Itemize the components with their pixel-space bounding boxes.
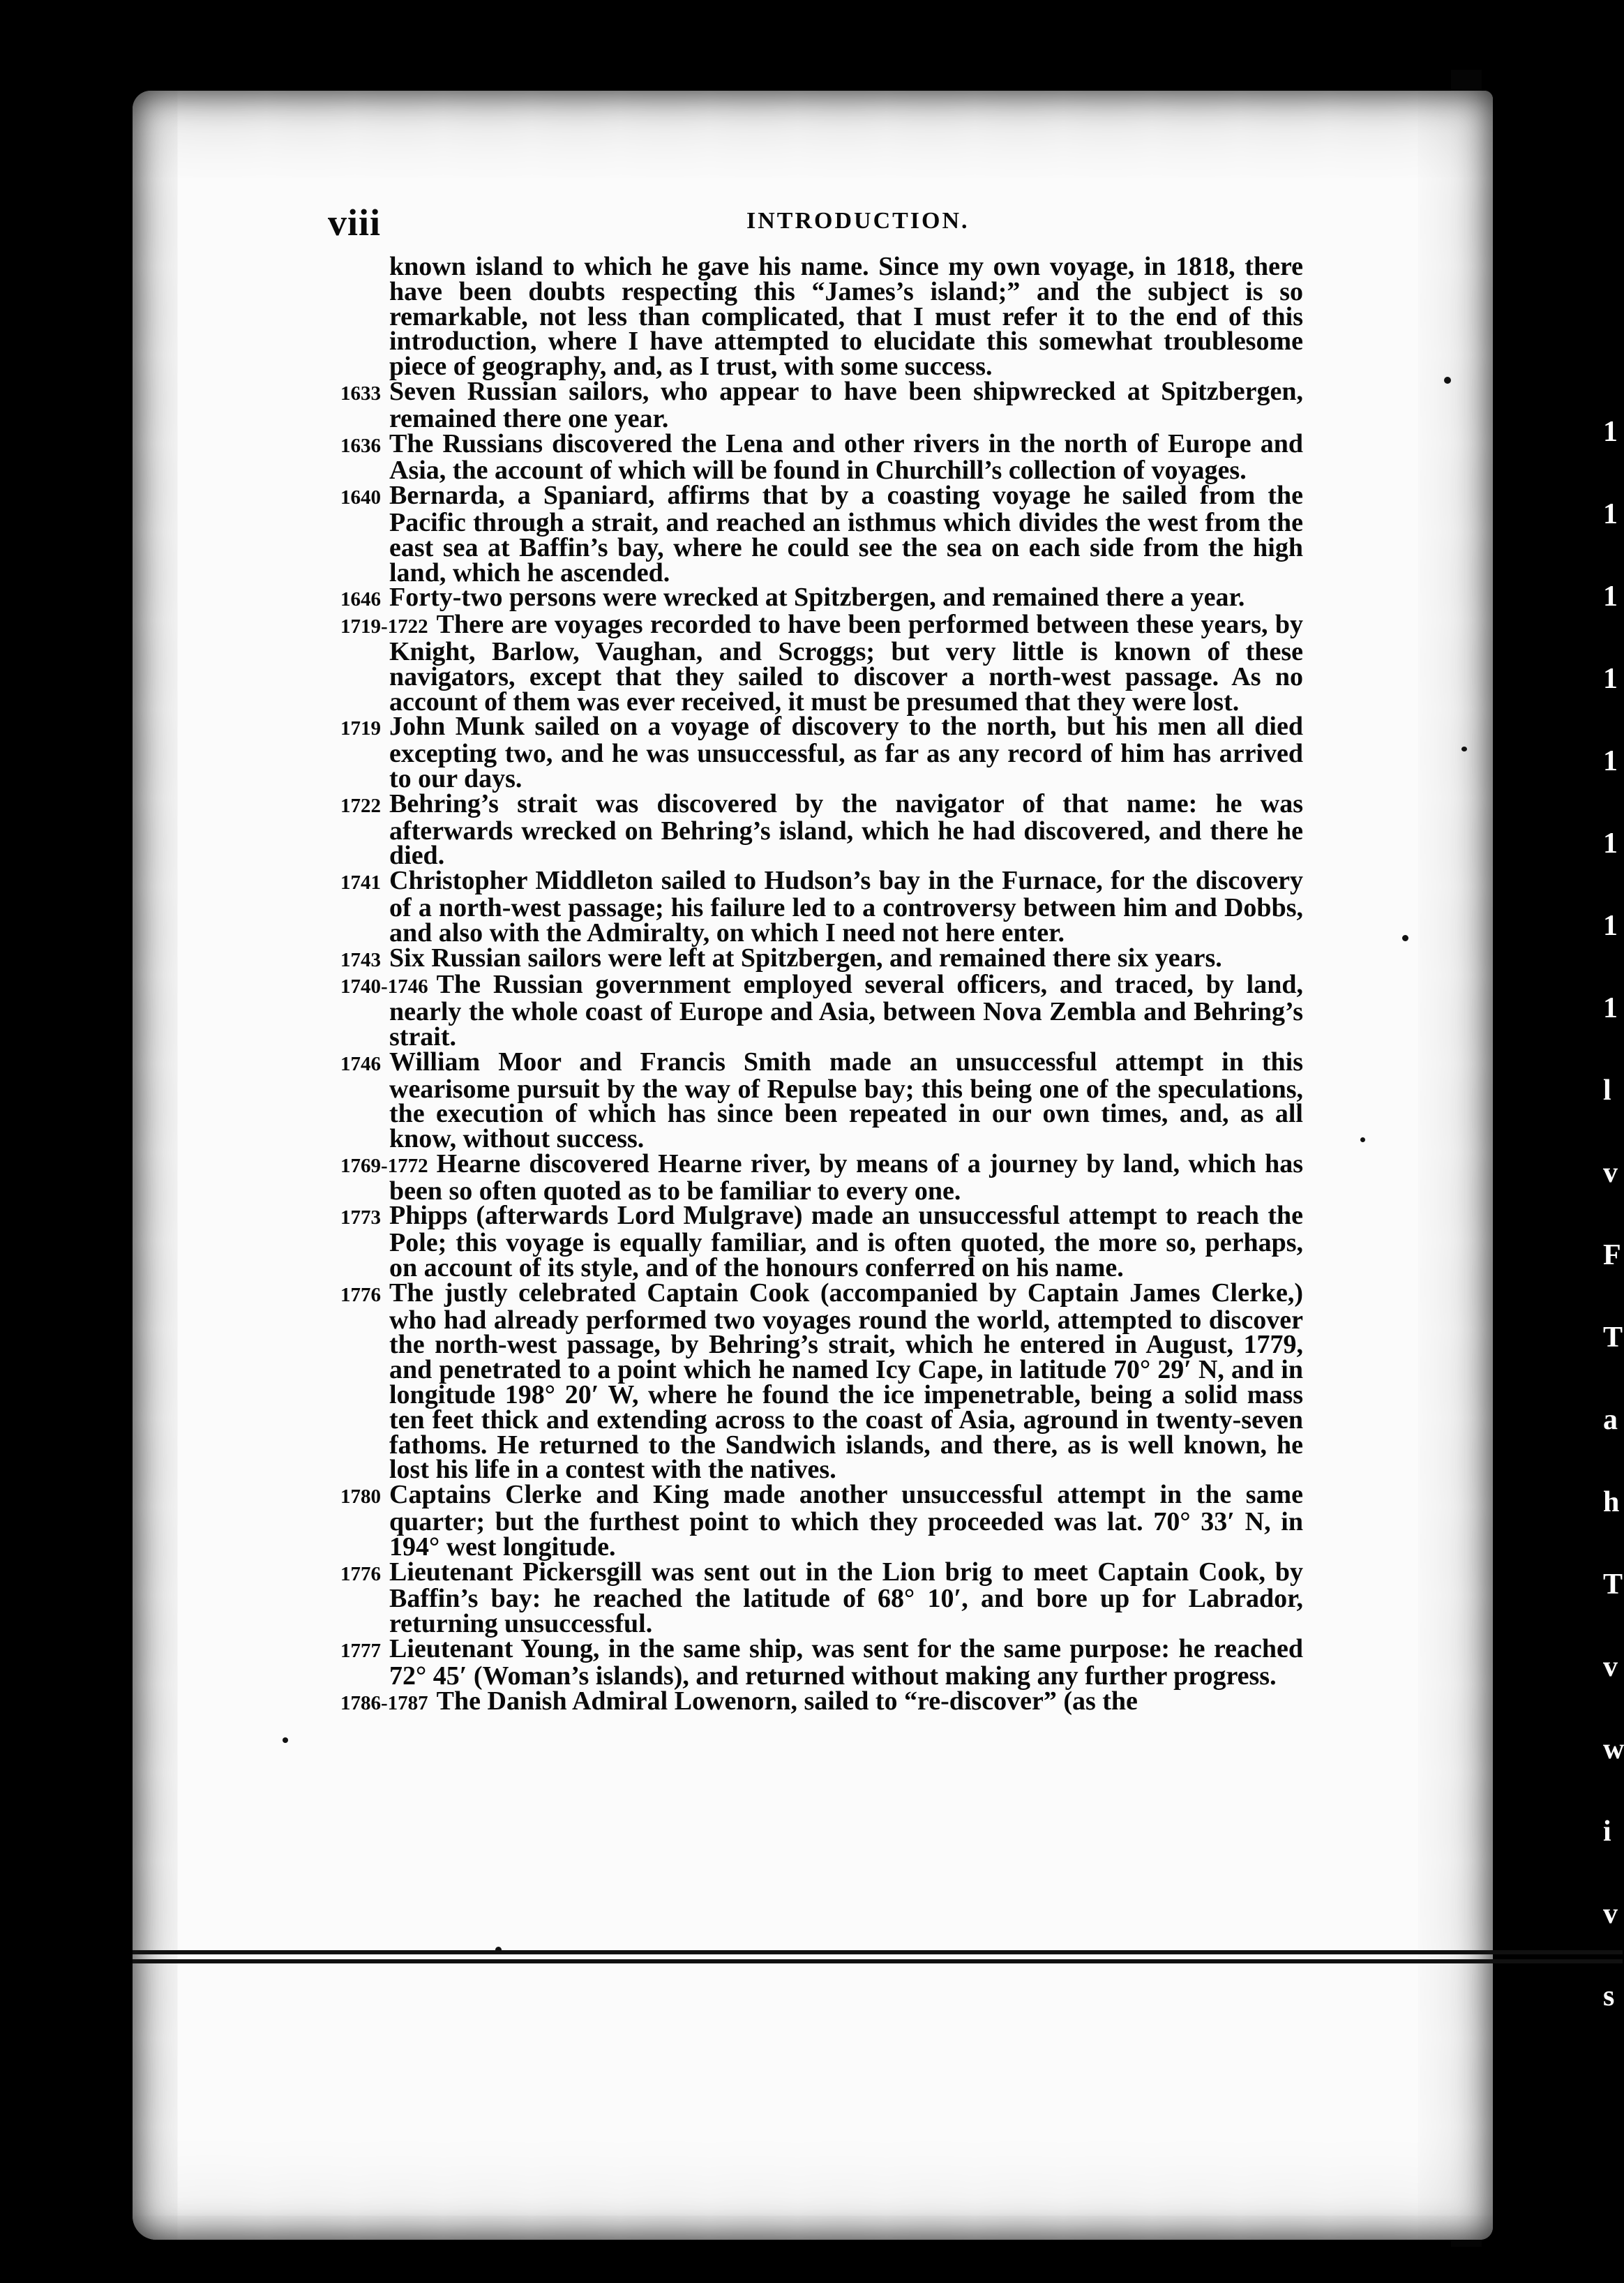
page-edge-line [133, 1950, 1623, 1954]
entry-text: Hearne discovered Hearne river, by means of a journey by land, which has been so often quoted as to be familiar to every one. [389, 1148, 1303, 1206]
entry-text: Phipps (afterwards Lord Mulgrave) made an unsuccessful attempt to reach the Pole; this voyage is equally familiar, and is often quoted, the more so, perhaps, on account of its style, and of the honours conferred on his name. [389, 1201, 1303, 1283]
adjacent-page-edge-text: 1 1 1 1 1 1 1 1 l v F T a h T v w i v s [1603, 416, 1624, 2012]
entry-year: 1741 [340, 871, 381, 895]
entry-year: 1640 [340, 486, 381, 509]
entry-text: Seven Russian sailors, who appear to have been shipwrecked at Spitzbergen, remained there one year. [389, 376, 1303, 433]
chronology-entry [340, 866, 1303, 948]
entry-text: William Moor and Francis Smith made an unsuccessful attempt in this wearisome pursuit by the way of Repulse bay; this being one of the speculations, the execution of which has since been repeated in our own times, and, as all know, without success. [389, 1047, 1303, 1154]
entry-year: 1780 [340, 1485, 381, 1509]
ink-speck [1402, 935, 1408, 941]
running-head [328, 201, 1305, 243]
entry-year: 1646 [340, 588, 381, 611]
entry-text: Bernarda, a Spaniard, affirms that by a coasting voyage he sailed from the Pacific through a strait, and reached an isthmus which divides the west from the east sea at Baffin’s bay, where he could see the sea on each side from the high land, which he ascended. [389, 481, 1303, 587]
entry-year: 1740-1746 [340, 975, 428, 998]
chronology-entry [340, 788, 1303, 871]
chronology-entry [340, 376, 1303, 433]
entry-year: 1773 [340, 1206, 381, 1229]
entry-text: The Russian government employed several officers, and traced, by land, nearly the whole coast of Europe and Asia, between Nova Zembla and Behring’s strait. [389, 970, 1303, 1051]
entry-text: The Russians discovered the Lena and other rivers in the north of Europe and Asia, the account of which will be found in Churchill’s collection of voyages. [389, 428, 1303, 486]
entry-year: 1719-1722 [340, 615, 428, 638]
chronology-entry [340, 1047, 1303, 1154]
chronology-entry [340, 428, 1303, 486]
entry-text: Lieutenant Pickersgill was sent out in the Lion brig to meet Captain Cook, by Baffin’s bay: he reached the latitude of 68° 10′, and bore up for Labrador, returning unsuccessful. [389, 1557, 1303, 1639]
entry-text: Forty-two persons were wrecked at Spitzbergen, and remained there a year. [389, 583, 1245, 613]
chronology-entry [340, 943, 1303, 973]
ink-speck [1461, 747, 1467, 751]
chronology-entry [340, 970, 1303, 1051]
chronology-entry [340, 1201, 1303, 1283]
entry-text: John Munk sailed on a voyage of discovery to the north, but his men all died excepting two, and he was unsuccessful, as far as any record of him has arrived to our days. [389, 712, 1303, 793]
chronology-entry [340, 1557, 1303, 1639]
chronology-entry [340, 714, 1303, 791]
entry-year: 1743 [340, 948, 381, 971]
ink-speck [1360, 1137, 1365, 1142]
entry-text: The Danish Admiral Lowenorn, sailed to “re-discover” (as the [436, 1686, 1138, 1716]
entry-year: 1719 [340, 717, 381, 740]
entry-year: 1722 [340, 794, 381, 817]
entry-year: 1776 [340, 1283, 381, 1306]
entry-year: 1786-1787 [340, 1691, 428, 1714]
page-edge-line [133, 1959, 1623, 1963]
chronology-text [340, 252, 1303, 1716]
entry-text: Captains Clerke and King made another unsuccessful attempt in the same quarter; but the furthest point to which they proceeded was lat. 70° 33′ N, in 194° west longitude. [389, 1480, 1303, 1562]
entry-year: 1746 [340, 1052, 381, 1075]
chronology-entry [340, 1148, 1303, 1206]
entry-text: Lieutenant Young, in the same ship, was sent for the same purpose: he reached 72° 45′ (Woman’s islands), and returned without making any further progress. [389, 1634, 1303, 1691]
entry-year: 1633 [340, 382, 381, 405]
chronology-entry [340, 1480, 1303, 1562]
entry-text: known island to which he gave his name. Since my own voyage, in 1818, there have been doubts respecting this “James’s island;” and the subject is so remarkable, not less than complicated, that I must refer it to the end of this introduction, where I have attempted to elucidate this somewhat troublesome piece of geography, and, as I trust, with some success. [389, 252, 1303, 382]
chronology-entry [340, 481, 1303, 587]
entry-text: Behring’s strait was discovered by the navigator of that name: he was afterwards wrecked on Behring’s island, which he had discovered, and there he died. [389, 788, 1303, 871]
running-head-title: INTRODUCTION. [746, 208, 970, 234]
chronology-entry [340, 1634, 1303, 1691]
chronology-entry [340, 252, 1303, 382]
entry-text: There are voyages recorded to have been performed between these years, by Knight, Barlow, Vaughan, and Scroggs; but very little is known of these navigators, except that they sailed to discover a north-west passage. As no account of them was ever received, it must be presumed that they were lost. [389, 610, 1303, 717]
entry-year: 1769-1772 [340, 1154, 428, 1177]
entry-year: 1636 [340, 434, 381, 457]
chronology-entry [340, 610, 1303, 717]
entry-text: Six Russian sailors were left at Spitzbergen, and remained there six years. [389, 943, 1222, 973]
chronology-entry [340, 1686, 1303, 1716]
ink-speck [283, 1737, 288, 1743]
entry-year: 1777 [340, 1640, 381, 1663]
chronology-entry [340, 1278, 1303, 1485]
entry-year: 1776 [340, 1562, 381, 1585]
entry-text: Christopher Middleton sailed to Hudson’s bay in the Furnace, for the discovery of a north-west passage; his failure led to a controversy between him and Dobbs, and also with the Admiralty, on which I need not here enter. [389, 866, 1303, 948]
entry-text: The justly celebrated Captain Cook (accompanied by Captain James Clerke,) who had already performed two voyages round the world, attempted to discover the north-west passage, by Behring’s strait, which he entered in August, 1779, and penetrated to a point which he named Icy Cape, in latitude 70° 29′ N, and in longitude 198° 20′ W, where he found the ice impenetrable, being a solid mass ten feet thick and extending across to the coast of Asia, aground in twenty-seven fathoms. He returned to the Sandwich islands, and there, as is well known, he lost his life in a contest with the natives. [389, 1278, 1303, 1485]
chronology-entry [340, 585, 1303, 613]
page-number: viii [328, 202, 382, 244]
ink-speck [1444, 377, 1451, 384]
